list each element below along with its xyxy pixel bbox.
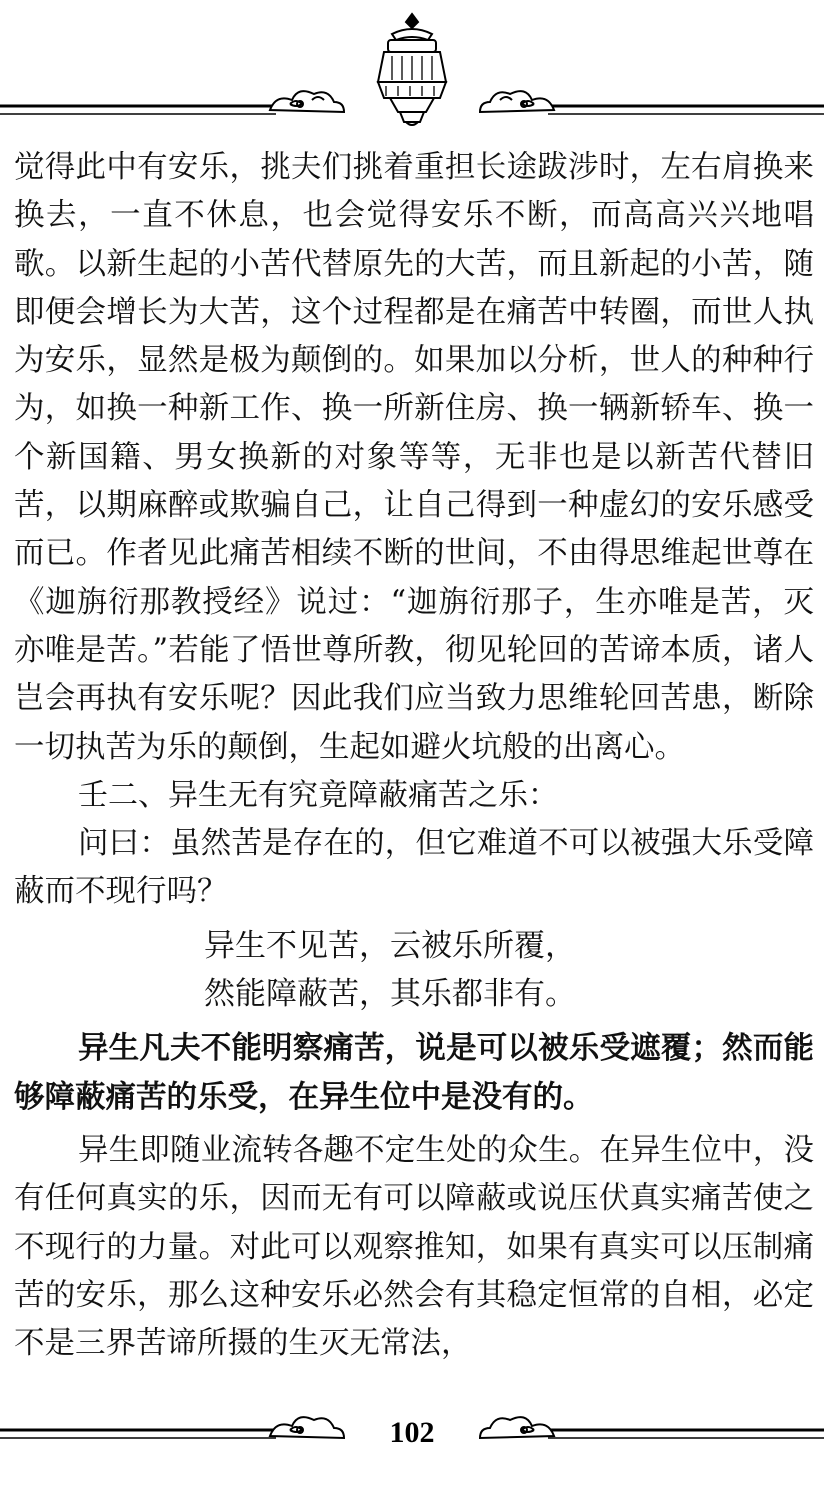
cloud-scroll-right-icon bbox=[480, 91, 554, 112]
verse-line-2: 然能障蔽苦，其乐都非有。 bbox=[204, 976, 576, 1013]
commentary-paragraph: 异生凡夫不能明察痛苦，说是可以被乐受遮覆；然而能够障蔽痛苦的乐受，在异生位中是没有的。 bbox=[14, 1030, 814, 1115]
body-paragraph-2: 异生即随业流转各趣不定生处的众生。在异生位中，没有任何真实的乐，因而无有可以障蔽或说压伏真实痛苦使之不现行的力量。对此可以观察推知，如果有真实可以压制痛苦的安乐，那么这种安乐必然会有其稳定恒常的自相，必定不是三界苦谛所摄的生灭无常法， bbox=[14, 1133, 814, 1362]
verse-line-1: 异生不见苦，云被乐所覆， bbox=[204, 928, 576, 965]
header-rule-right bbox=[548, 106, 824, 114]
victory-banner-icon bbox=[378, 14, 446, 125]
body-paragraph: 觉得此中有安乐，挑夫们挑着重担长途跋涉时，左右肩换来换去，一直不休息，也会觉得安乐不断，而高高兴兴地唱歌。以新生起的小苦代替原先的大苦，而且新起的小苦，随即便会增长为大苦，这个过程都是在痛苦中转圈，而世人执为安乐，显然是极为颠倒的。如果加以分析，世人的种种行为，如换一种新工作、换一所新住房、换一辆新轿车、换一个新国籍、男女换新的对象等等，无非也是以新苦代替旧苦，以期麻醉或欺骗自己，让自己得到一种虚幻的安乐感受而已。作者见此痛苦相续不断的世间，不由得思维起世尊在《迦旃衍那教授经》说过：“迦旃衍那子，生亦唯是苦，灭亦唯是苦。”若能了悟世尊所教，彻见轮回的苦谛本质，诸人岂会再执有安乐呢？因此我们应当致力思维轮回苦患，断除一切执苦为乐的颠倒，生起如避火坑般的出离心。 bbox=[14, 150, 814, 765]
page-content bbox=[14, 144, 814, 1369]
question-paragraph: 问曰：虽然苦是存在的，但它难道不可以被强大乐受障蔽而不现行吗？ bbox=[14, 825, 814, 910]
header-rule-left bbox=[0, 106, 276, 114]
cloud-scroll-left-icon bbox=[270, 91, 344, 112]
section-heading: 壬二、异生无有究竟障蔽痛苦之乐： bbox=[78, 777, 558, 813]
header-ornament bbox=[0, 0, 824, 140]
page-number: 102 bbox=[389, 1416, 435, 1449]
